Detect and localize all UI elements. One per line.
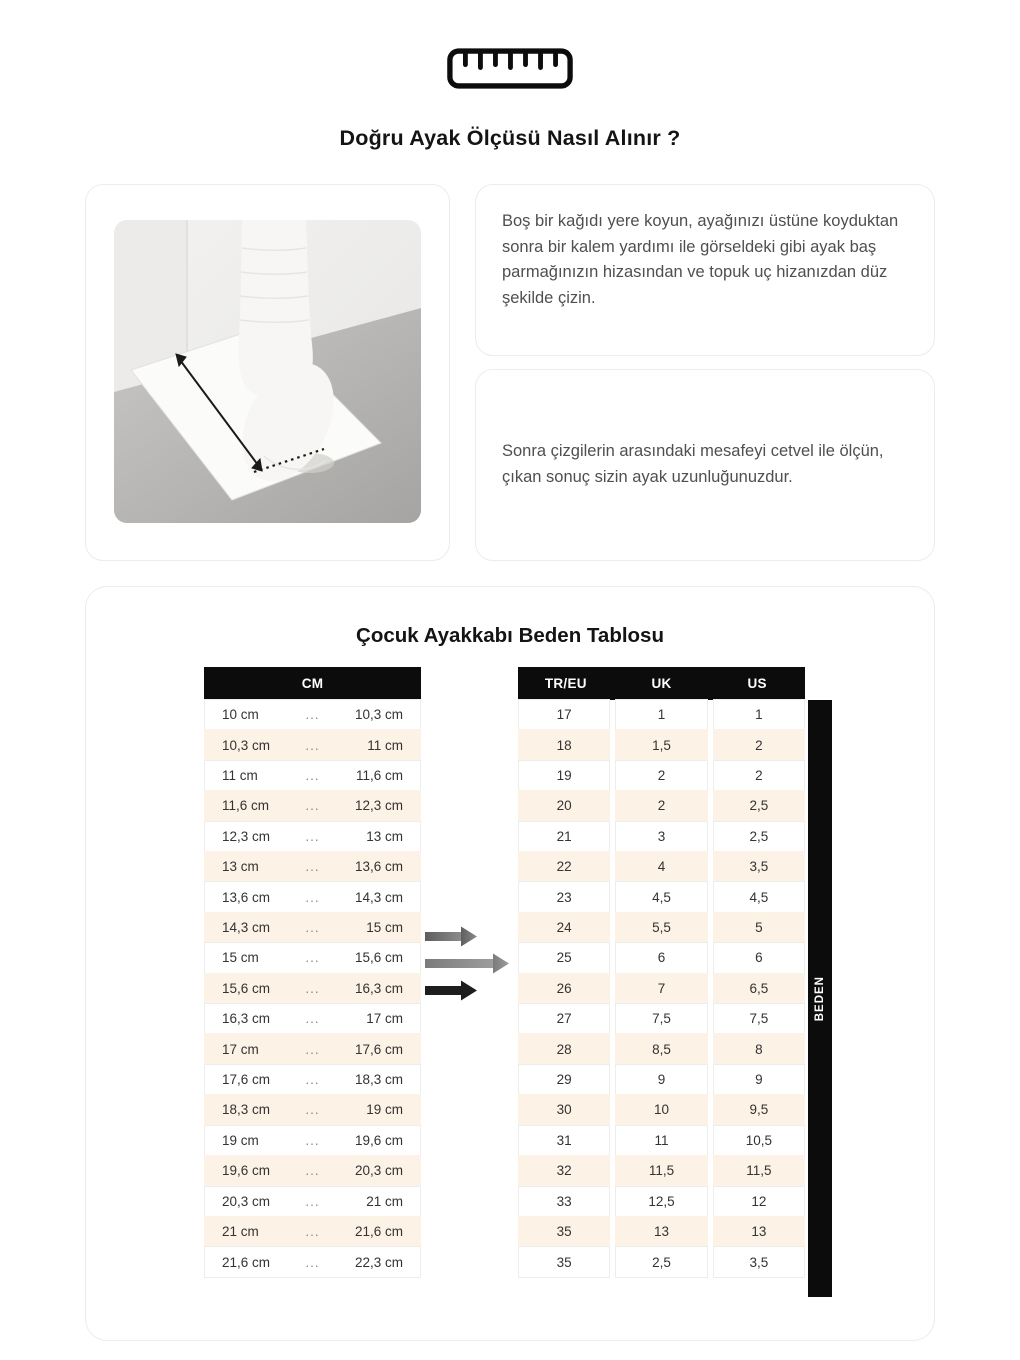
size-row [518,973,805,1004]
range-dots: ... [305,889,320,905]
uk-size: 9 [615,1064,707,1095]
uk-size: 1 [615,699,707,730]
cm-from-value: 11,6 cm [222,798,270,814]
cm-to-value: 15 cm [366,920,403,936]
uk-size: 2 [615,790,707,821]
tr-eu-size: 27 [518,1003,610,1034]
cm-from-value: 21 cm [222,1224,259,1240]
us-size: 12 [713,1186,805,1217]
range-dots: ... [305,1254,320,1270]
size-row [518,881,805,912]
us-size: 4,5 [713,881,805,912]
us-size: 2 [713,760,805,791]
tr-eu-size: 20 [518,790,610,821]
tr-eu-size: 17 [518,699,610,730]
size-row [518,1186,805,1217]
tr-eu-size: 35 [518,1216,610,1247]
range-dots: ... [305,737,320,753]
us-size: 2 [713,729,805,760]
sizes-table [518,667,805,1278]
cm-from-value: 19 cm [222,1132,259,1148]
foot-measure-photo [114,220,421,523]
tr-eu-size: 23 [518,881,610,912]
us-size: 6 [713,942,805,973]
cm-from-value: 10 cm [222,707,259,723]
us-size: 6,5 [713,973,805,1004]
cm-range-row [204,790,421,821]
uk-size: 5,5 [615,912,707,943]
uk-size: 7,5 [615,1003,707,1034]
cm-range-row [204,729,421,760]
beden-side-label: BEDEN [814,975,826,1022]
mapping-arrows-icon [421,667,518,1003]
tr-eu-size: 18 [518,729,610,760]
arrow-long-middle [425,954,509,974]
cm-range-row [204,1033,421,1064]
cm-from-value: 11 cm [222,768,258,784]
range-dots: ... [305,798,320,814]
uk-size: 1,5 [615,729,707,760]
tr-eu-size: 35 [518,1246,610,1277]
arrow-short-bottom [425,981,477,1001]
cm-range-row [204,1246,421,1277]
us-size: 2,5 [713,821,805,852]
cm-to-value: 19,6 cm [354,1132,403,1148]
cm-range-row [204,821,421,852]
us-size: 10,5 [713,1125,805,1156]
tr-eu-size: 28 [518,1033,610,1064]
us-size: 5 [713,912,805,943]
us-size: 9,5 [713,1094,805,1125]
instruction-steps [475,184,935,561]
range-dots: ... [305,859,320,875]
tr-eu-size: 31 [518,1125,610,1156]
size-row [518,1094,805,1125]
us-size: 11,5 [713,1155,805,1186]
cm-to-value: 20,3 cm [354,1163,403,1179]
instruction-step-1 [475,184,935,356]
uk-size: 4,5 [615,881,707,912]
cm-to-value: 11,6 cm [355,768,403,784]
tr-eu-size: 25 [518,942,610,973]
us-size: 2,5 [713,790,805,821]
instruction-step-2-text: Sonra çizgilerin arasındaki mesafeyi cetvel ile ölçün, çıkan sonuç sizin ayak uzunluğunuzdur. [502,442,884,486]
cm-to-value: 14,3 cm [354,889,403,905]
range-dots: ... [305,1011,320,1027]
howto-section [85,184,935,561]
size-row [518,1216,805,1247]
cm-to-value: 17 cm [366,1011,403,1027]
uk-size: 11 [615,1125,707,1156]
cm-from-value: 17,6 cm [222,1072,271,1088]
us-size: 9 [713,1064,805,1095]
tr-eu-size: 24 [518,912,610,943]
cm-to-value: 13 cm [366,828,403,844]
tr-eu-size: 22 [518,851,610,882]
range-dots: ... [305,920,320,936]
cm-range-row [204,1094,421,1125]
uk-size: 2 [615,760,707,791]
cm-from-value: 10,3 cm [222,737,271,753]
cm-from-value: 19,6 cm [222,1163,271,1179]
uk-size: 3 [615,821,707,852]
range-dots: ... [305,1224,320,1240]
uk-size: 6 [615,942,707,973]
range-dots: ... [305,707,320,723]
header-us: US [747,676,767,691]
cm-to-value: 22,3 cm [354,1254,403,1270]
size-row [518,851,805,882]
us-size: 13 [713,1216,805,1247]
page-title: Doğru Ayak Ölçüsü Nasıl Alınır ? [339,126,681,150]
cm-range-row [204,760,421,791]
cm-range-row [204,881,421,912]
uk-size: 4 [615,851,707,882]
cm-table-header: CM [204,667,421,700]
size-row [518,1125,805,1156]
cm-to-value: 13,6 cm [354,859,403,875]
range-dots: ... [305,1102,320,1118]
size-row [518,760,805,791]
uk-size: 12,5 [615,1186,707,1217]
size-row [518,790,805,821]
cm-to-value: 21,6 cm [354,1224,403,1240]
cm-range-row [204,1125,421,1156]
tr-eu-size: 29 [518,1064,610,1095]
cm-range-row [204,912,421,943]
size-row [518,699,805,730]
header-uk: UK [651,676,672,691]
uk-size: 8,5 [615,1033,707,1064]
cm-from-value: 18,3 cm [222,1102,271,1118]
cm-table-rows [204,699,421,1278]
size-row [518,912,805,943]
us-size: 7,5 [713,1003,805,1034]
cm-range-row [204,973,421,1004]
range-dots: ... [305,1041,320,1057]
range-dots: ... [305,1193,320,1209]
us-size: 3,5 [713,1246,805,1277]
arrow-short-top [425,927,477,947]
cm-from-value: 13 cm [222,859,259,875]
cm-from-value: 17 cm [222,1041,259,1057]
foot-measure-photo-card [85,184,450,561]
tr-eu-size: 26 [518,973,610,1004]
tr-eu-size: 30 [518,1094,610,1125]
instruction-step-1-text: Boş bir kağıdı yere koyun, ayağınızı üstüne koyduktan sonra bir kalem yardımı ile görseldeki gibi ayak baş parmağınızın hizasından ve topuk uç hizanızdan düz şekilde çizin. [502,212,899,308]
cm-range-row [204,1003,421,1034]
guide-header [0,0,1020,151]
uk-size: 11,5 [615,1155,707,1186]
cm-from-value: 15 cm [222,950,259,966]
cm-from-value: 13,6 cm [222,889,271,905]
cm-to-value: 17,6 cm [354,1041,403,1057]
cm-range-row [204,1155,421,1186]
cm-to-value: 15,6 cm [354,950,403,966]
size-row [518,821,805,852]
size-table-card [85,586,935,1341]
cm-from-value: 21,6 cm [222,1254,271,1270]
cm-to-value: 19 cm [366,1102,403,1118]
cm-from-value: 16,3 cm [222,1011,271,1027]
cm-range-row [204,942,421,973]
range-dots: ... [305,768,320,784]
size-row [518,1246,805,1277]
cm-to-value: 21 cm [366,1193,403,1209]
cm-from-value: 14,3 cm [222,920,271,936]
tr-eu-size: 19 [518,760,610,791]
size-row [518,1003,805,1034]
ruler-icon [447,48,573,89]
cm-from-value: 15,6 cm [222,980,271,996]
header-tr-eu: TR/EU [544,676,587,691]
cm-range-row [204,1064,421,1095]
cm-to-value: 18,3 cm [354,1072,403,1088]
cm-to-value: 10,3 cm [354,707,403,723]
size-row [518,1155,805,1186]
size-tables [204,667,934,1297]
cm-from-value: 20,3 cm [222,1193,271,1209]
uk-size: 7 [615,973,707,1004]
range-dots: ... [305,1132,320,1148]
us-size: 1 [713,699,805,730]
beden-side-bar [808,700,832,1297]
size-row [518,1064,805,1095]
range-dots: ... [305,1163,320,1179]
cm-from-value: 12,3 cm [222,828,271,844]
size-row [518,942,805,973]
cm-range-row [204,1186,421,1217]
cm-table [204,667,421,1278]
tr-eu-size: 33 [518,1186,610,1217]
cm-to-value: 12,3 cm [354,798,403,814]
uk-size: 10 [615,1094,707,1125]
range-dots: ... [305,950,320,966]
size-table-title: Çocuk Ayakkabı Beden Tablosu [356,624,664,647]
uk-size: 13 [615,1216,707,1247]
range-dots: ... [305,980,320,996]
instruction-step-2 [475,369,935,561]
cm-range-row [204,699,421,730]
cm-range-row [204,1216,421,1247]
cm-range-row [204,851,421,882]
range-dots: ... [305,1072,320,1088]
size-row [518,1033,805,1064]
tr-eu-size: 21 [518,821,610,852]
us-size: 3,5 [713,851,805,882]
cm-to-value: 11 cm [367,737,403,753]
range-dots: ... [305,828,320,844]
uk-size: 2,5 [615,1246,707,1277]
us-size: 8 [713,1033,805,1064]
sizes-table-header [518,667,805,700]
tr-eu-size: 32 [518,1155,610,1186]
sizes-table-rows [518,699,805,1278]
size-row [518,729,805,760]
cm-to-value: 16,3 cm [354,980,403,996]
